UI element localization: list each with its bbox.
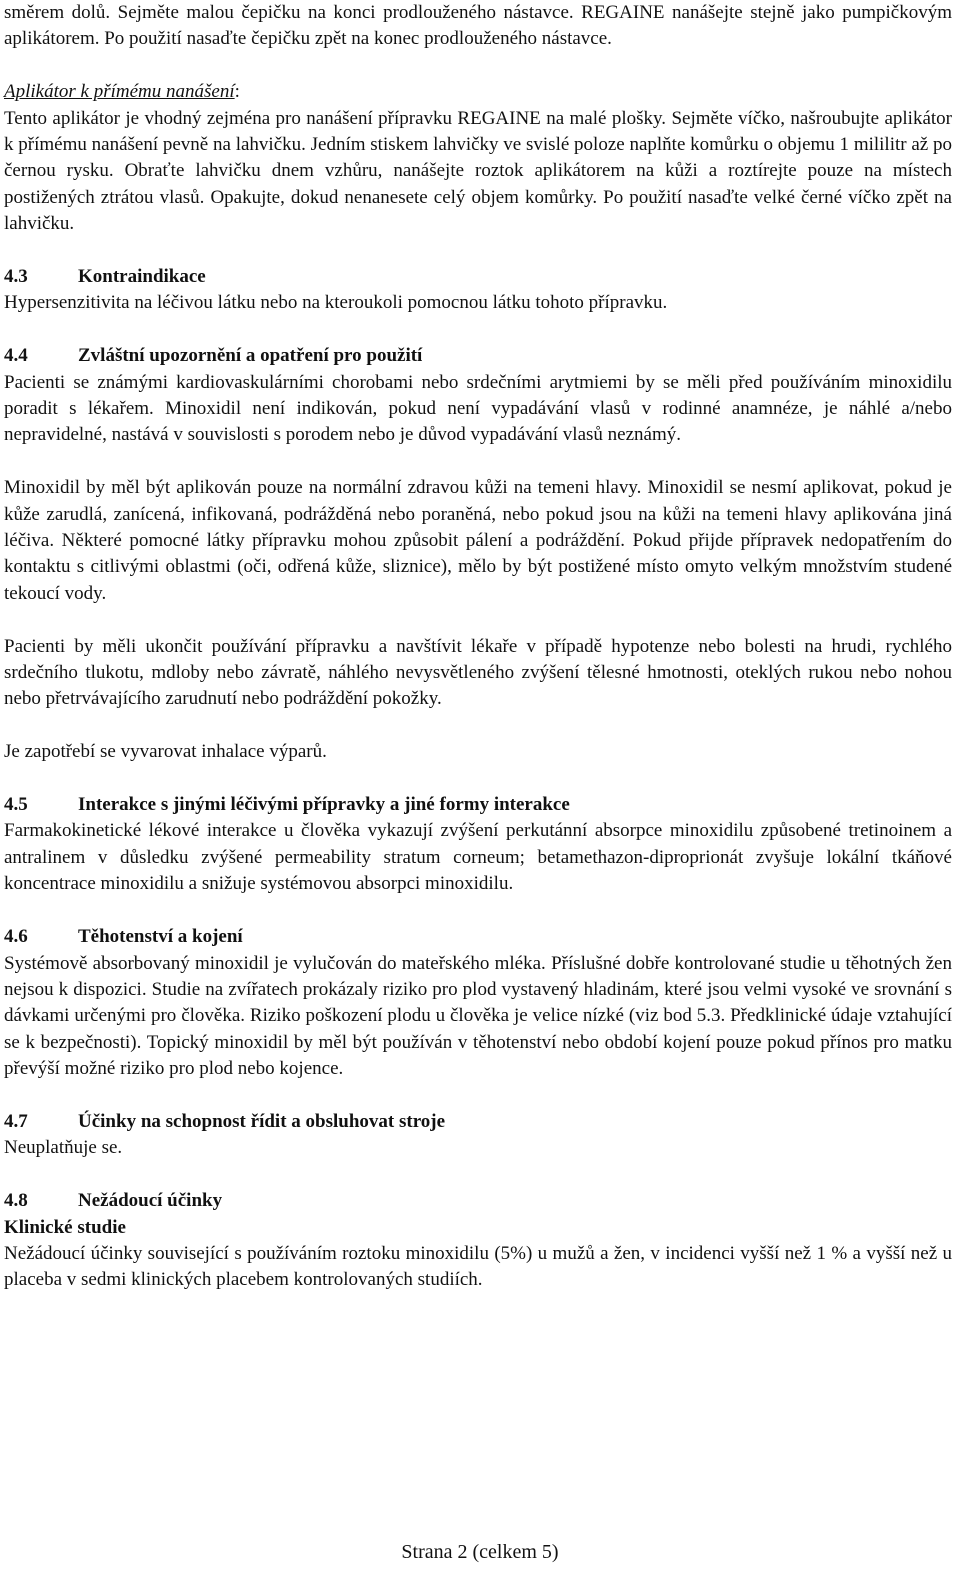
section-number: 4.3	[4, 266, 28, 288]
section-number: 4.4	[4, 345, 28, 367]
paragraph-driving: Neuplatňuje se.	[4, 1137, 123, 1159]
section-heading-4-5	[4, 792, 952, 818]
page-footer: Strana 2 (celkem 5)	[401, 1541, 559, 1563]
section-title: Účinky na schopnost řídit a obsluhovat stroje	[78, 1110, 446, 1132]
section-number: 4.8	[4, 1190, 28, 1212]
paragraph-direct-applicator: Tento aplikátor je vhodný zejména pro nanášení přípravku REGAINE na malé plošky. Sejměte víčko, našroubujte aplikátor k přímému nanášení pevně na lahvičku. Jedním stiskem lahvičky ve svislé poloze naplňte komůrku o objemu 1 mililitr až po černou rysku. Obraťte lahvičku dnem vzhůru, nanášejte roztok aplikátorem na kůži a roztírejte pouze na místech postižených ztrátou vlasů. Opakujte, dokud nenanesete celý objem komůrky. Po použití nasaďte velké černé víčko zpět na lahvičku.	[4, 107, 952, 235]
paragraph-interactions: Farmakokinetické lékové interakce u člověka vykazují zvýšení perkutánní absorpce minoxidilu způsobené tretinoinem a antralinem v důsledku zvýšené permeability stratum corneum; betamethazon-diproprionát zvyšuje lokální tkáňové koncentrace minoxidilu a snižuje systémovou absorpci minoxidilu.	[4, 820, 952, 895]
applicator-heading-line	[4, 79, 952, 105]
section-heading-4-4	[4, 343, 952, 369]
section-title: Interakce s jinými léčivými přípravky a jiné formy interakce	[78, 794, 570, 816]
paragraph-warnings-3: Pacienti by měli ukončit používání přípravku a navštívit lékaře v případě hypotenze nebo bolesti na hrudi, rychlého srdečního tlukotu, mdloby nebo závratě, náhlého nevysvětleného zvýšení tělesné hmotnosti, oteklých rukou nebo nohou nebo přetrvávajícího zarudnutí nebo podráždění pokožky.	[4, 635, 952, 710]
paragraph-warnings-4: Je zapotřebí se vyvarovat inhalace výparů.	[4, 741, 327, 763]
paragraph-extension-applicator: směrem dolů. Sejměte malou čepičku na konci prodlouženého nástavce. REGAINE nanášejte stejně jako pumpičkovým aplikátorem. Po použití nasaďte čepičku zpět na konec prodlouženého nástavce.	[4, 2, 952, 50]
paragraph-pregnancy: Systémově absorbovaný minoxidil je vylučován do mateřského mléka. Příslušné dobře kontrolované studie u těhotných žen nejsou k dispozici. Studie na zvířatech prokázaly riziko pro plod vystavený hladinám, které jsou velmi vysoké ve srovnání s dávkami určenými pro člověka. Riziko poškození plodu u člověka je velice nízké (viz bod 5.3. Předklinické údaje vztahující se k bezpečnosti). Topický minoxidil by měl být používán v těhotenství nebo období kojení pouze pokud přínos pro matku převýší možné riziko pro plod nebo kojence.	[4, 952, 952, 1080]
section-heading-4-7	[4, 1109, 952, 1135]
paragraph-contraindications: Hypersenzitivita na léčivou látku nebo na kteroukoli pomocnou látku tohoto přípravku.	[4, 292, 668, 314]
document-page	[4, 0, 952, 1573]
paragraph-adverse-effects: Nežádoucí účinky související s používáním roztoku minoxidilu (5%) u mužů a žen, v incidenci vyšší než 1 % a vyšší než u placeba v sedmi klinických placebem kontrolovaných studiích.	[4, 1242, 952, 1291]
section-title: Těhotenství a kojení	[78, 926, 243, 948]
section-heading-4-8	[4, 1188, 952, 1214]
paragraph-warnings-2: Minoxidil by měl být aplikován pouze na normální zdravou kůži na temeni hlavy. Minoxidil se nesmí aplikovat, pokud je kůže zarudlá, zanícená, infikovaná, podrážděná nebo poraněná, nebo pokud jsou na kůži na temeni hlavy aplikována jiná léčiva. Některé pomocné látky přípravku mohou způsobit pálení a podráždění. Pokud přijde přípravek nedopatřením do kontaktu s citlivými oblastmi (oči, odřená kůže, sliznice), mělo by být postižené místo omyto velkým množstvím studené tekoucí vody.	[4, 477, 952, 604]
subheading-clinical-studies: Klinické studie	[4, 1216, 126, 1238]
applicator-heading: Aplikátor k přímému nanášení	[4, 81, 235, 103]
applicator-heading-colon: :	[234, 81, 240, 103]
paragraph-warnings-1: Pacienti se známými kardiovaskulárními chorobami nebo srdečními arytmiemi by se měli před používáním minoxidilu poradit s lékařem. Minoxidil není indikován, pokud není vypadávání vlasů v rodinné anamnéze, je náhlé a/nebo nepravidelné, nastává v souvislosti s porodem nebo je důvod vypadávání vlasů neznámý.	[4, 371, 952, 446]
section-title: Nežádoucí účinky	[78, 1190, 223, 1212]
section-title: Zvláštní upozornění a opatření pro použití	[78, 345, 423, 367]
section-title: Kontraindikace	[78, 266, 206, 288]
section-number: 4.7	[4, 1110, 28, 1132]
section-number: 4.5	[4, 794, 28, 816]
section-number: 4.6	[4, 926, 28, 948]
section-heading-4-3	[4, 264, 952, 290]
section-heading-4-6	[4, 924, 952, 950]
